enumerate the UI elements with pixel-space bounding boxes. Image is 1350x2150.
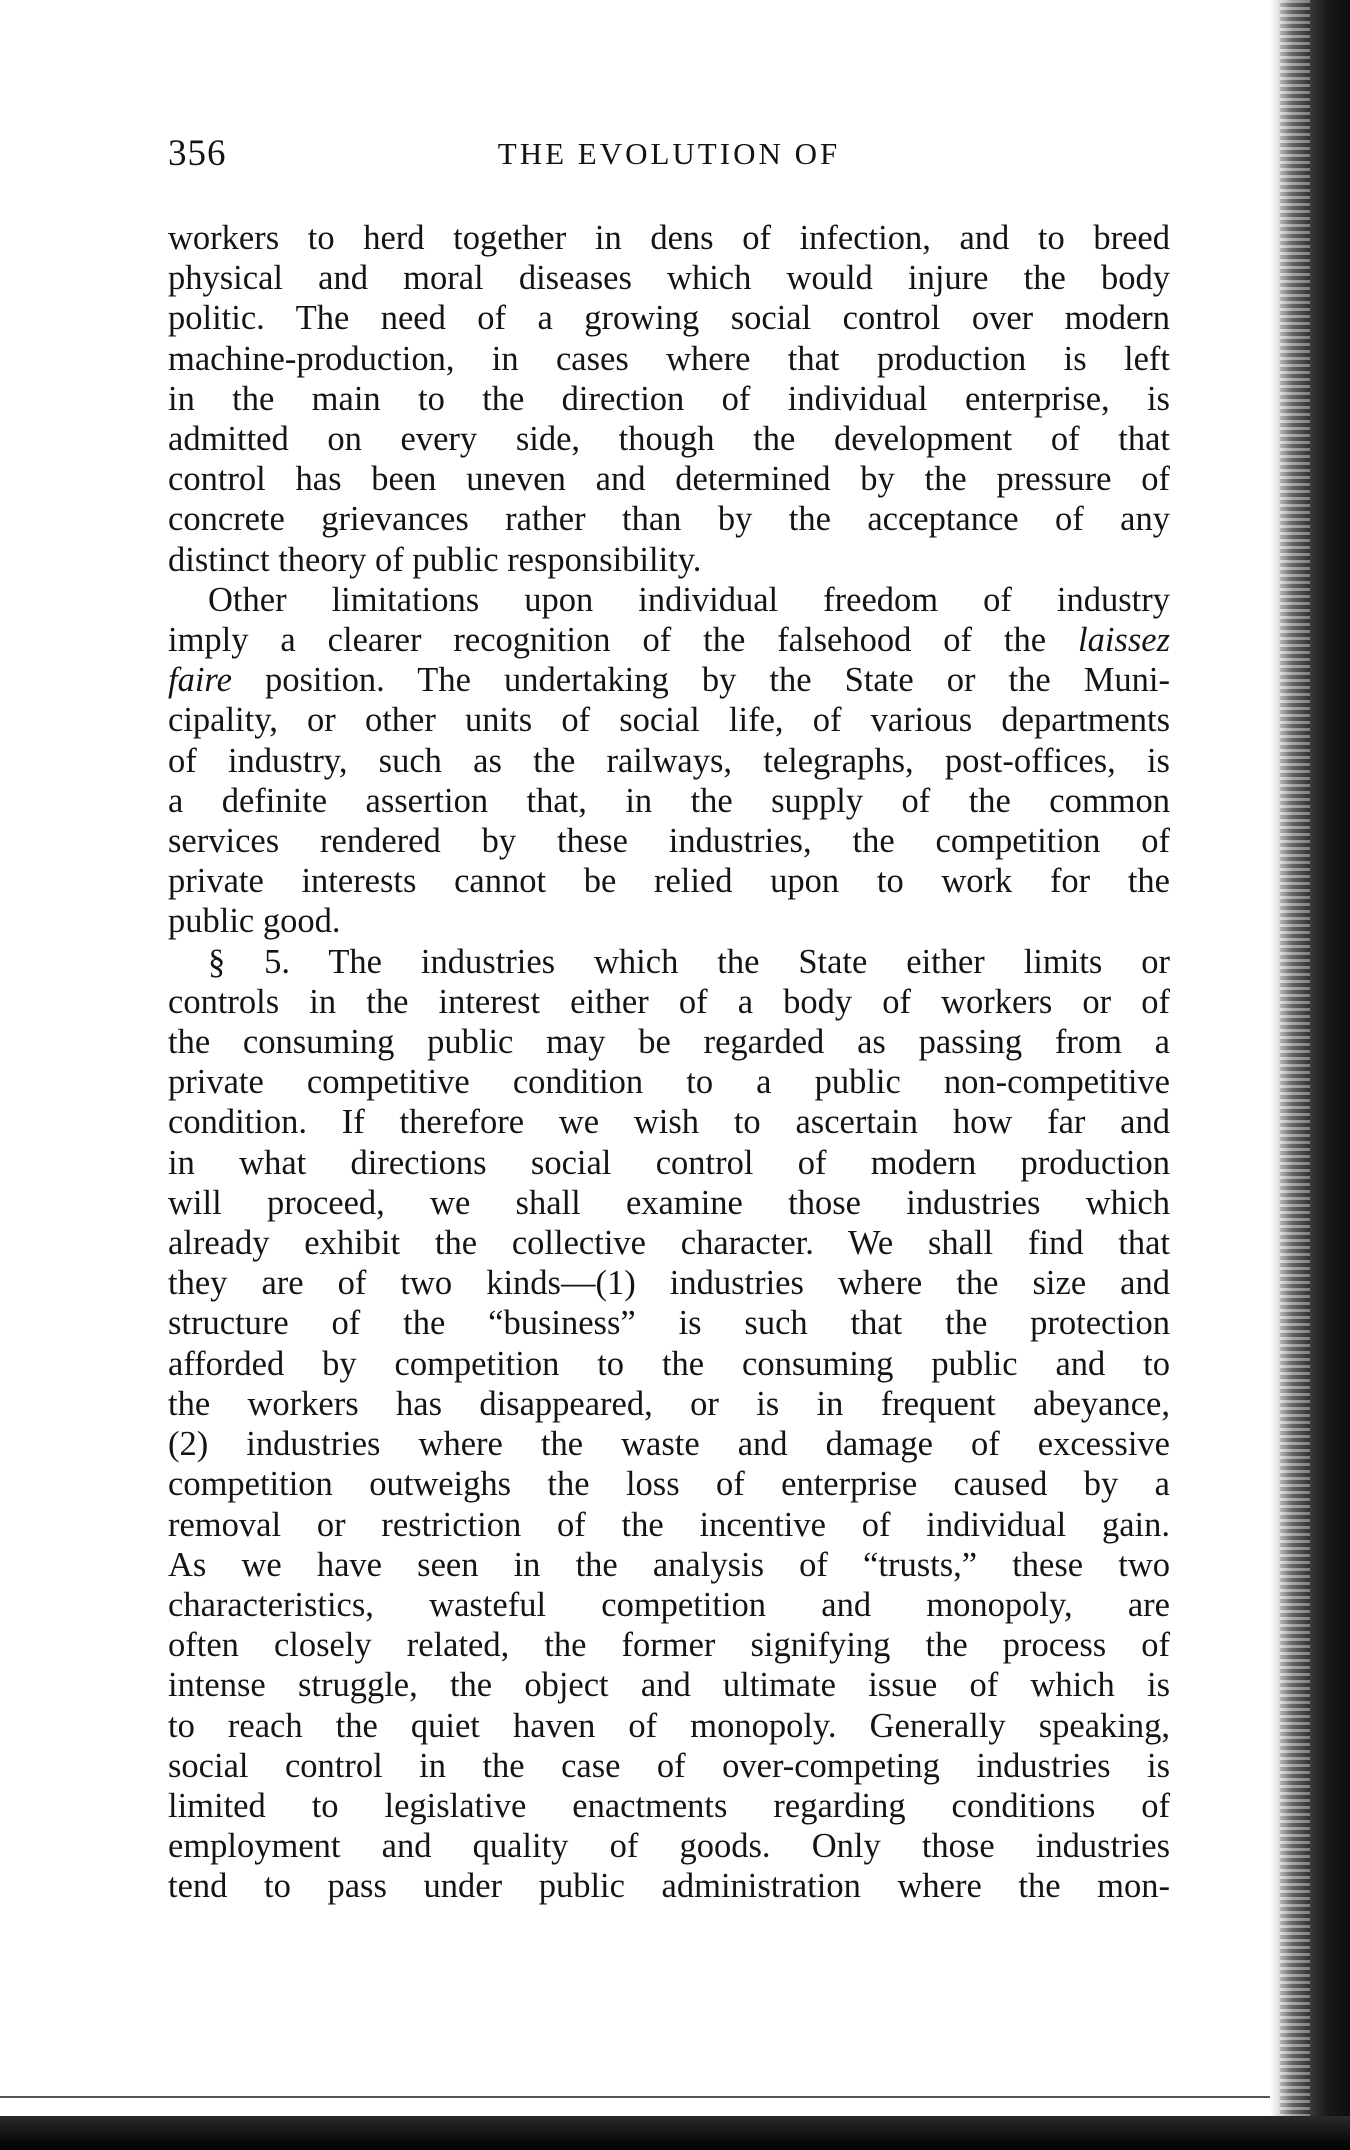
text-line: they are of two kinds—(1) industries where the size and <box>168 1264 1170 1303</box>
text-line: Other limitations upon individual freedom of industry <box>208 580 1170 619</box>
text-line <box>168 660 1170 700</box>
text-line: a definite assertion that, in the supply of the common <box>168 781 1170 820</box>
text-line: in what directions social control of modern production <box>168 1143 1170 1182</box>
text-line: admitted on every side, though the development of that <box>168 420 1170 459</box>
text-line: distinct theory of public responsibility. <box>168 540 702 579</box>
text-line: afforded by competition to the consuming public and to <box>168 1344 1170 1383</box>
text-line: machine-production, in cases where that production is left <box>168 339 1170 378</box>
text-line: workers to herd together in dens of infection, and to breed <box>168 219 1170 257</box>
text-line: structure of the “business” is such that the protection <box>168 1304 1170 1343</box>
text-line: concrete grievances rather than by the acceptance of any <box>168 500 1170 539</box>
text-line: often closely related, the former signifying the process of <box>168 1626 1170 1665</box>
text-line: public good. <box>168 902 341 941</box>
text-line: employment and quality of goods. Only those industries <box>168 1827 1170 1866</box>
text-line: tend to pass under public administration where the mon- <box>168 1867 1170 1906</box>
text-fragment: position. The undertaking by the State or the Muni- <box>264 661 1171 700</box>
text-line: politic. The need of a growing social control over modern <box>168 299 1170 338</box>
bottom-edge <box>0 2116 1350 2150</box>
text-line: the consuming public may be regarded as passing from a <box>168 1023 1170 1062</box>
binding-edge <box>1270 0 1350 2150</box>
text-line: condition. If therefore we wish to ascertain how far and <box>168 1103 1170 1142</box>
running-head: THE EVOLUTION OF <box>497 136 841 171</box>
page-header <box>168 132 1170 184</box>
text-line: limited to legislative enactments regarding conditions of <box>168 1786 1170 1825</box>
section-start-line: § 5. The industries which the State either limits or <box>208 942 1170 981</box>
text-line: As we have seen in the analysis of “trusts,” these two <box>168 1545 1170 1584</box>
text-fragment: imply a clearer recognition of the falsehood of the <box>168 621 1047 660</box>
bottom-rule <box>0 2096 1270 2098</box>
page-number: 356 <box>168 133 227 174</box>
text-line: will proceed, we shall examine those industries which <box>168 1183 1170 1222</box>
text-line: private interests cannot be relied upon to work for the <box>168 862 1170 901</box>
text-line: services rendered by these industries, the competition of <box>168 822 1170 861</box>
italic-term: faire <box>168 661 232 700</box>
text-line: control has been uneven and determined by the pressure of <box>168 460 1170 499</box>
text-line: private competitive condition to a public non-competitive <box>168 1063 1170 1102</box>
text-line: removal or restriction of the incentive of individual gain. <box>168 1505 1170 1544</box>
text-line: of industry, such as the railways, telegraphs, post-offices, is <box>168 741 1170 780</box>
italic-term: laissez <box>1078 621 1171 660</box>
text-line: in the main to the direction of individual enterprise, is <box>168 379 1170 418</box>
text-line: (2) industries where the waste and damage of excessive <box>168 1425 1170 1464</box>
text-line: intense struggle, the object and ultimate issue of which is <box>168 1666 1170 1705</box>
text-line: the workers has disappeared, or is in frequent abeyance, <box>168 1384 1170 1423</box>
text-line: physical and moral diseases which would injure the body <box>168 259 1170 298</box>
text-line: to reach the quiet haven of monopoly. Generally speaking, <box>168 1706 1170 1745</box>
text-line: cipality, or other units of social life, of various departments <box>168 701 1170 740</box>
text-line: social control in the case of over-competing industries is <box>168 1746 1170 1785</box>
body-text <box>168 218 1170 1907</box>
text-line: characteristics, wasteful competition and monopoly, are <box>168 1585 1170 1624</box>
text-line: controls in the interest either of a body of workers or of <box>168 982 1170 1021</box>
text-line: competition outweighs the loss of enterprise caused by a <box>168 1465 1170 1504</box>
text-line <box>168 620 1170 660</box>
text-line: already exhibit the collective character. We shall find that <box>168 1224 1170 1263</box>
